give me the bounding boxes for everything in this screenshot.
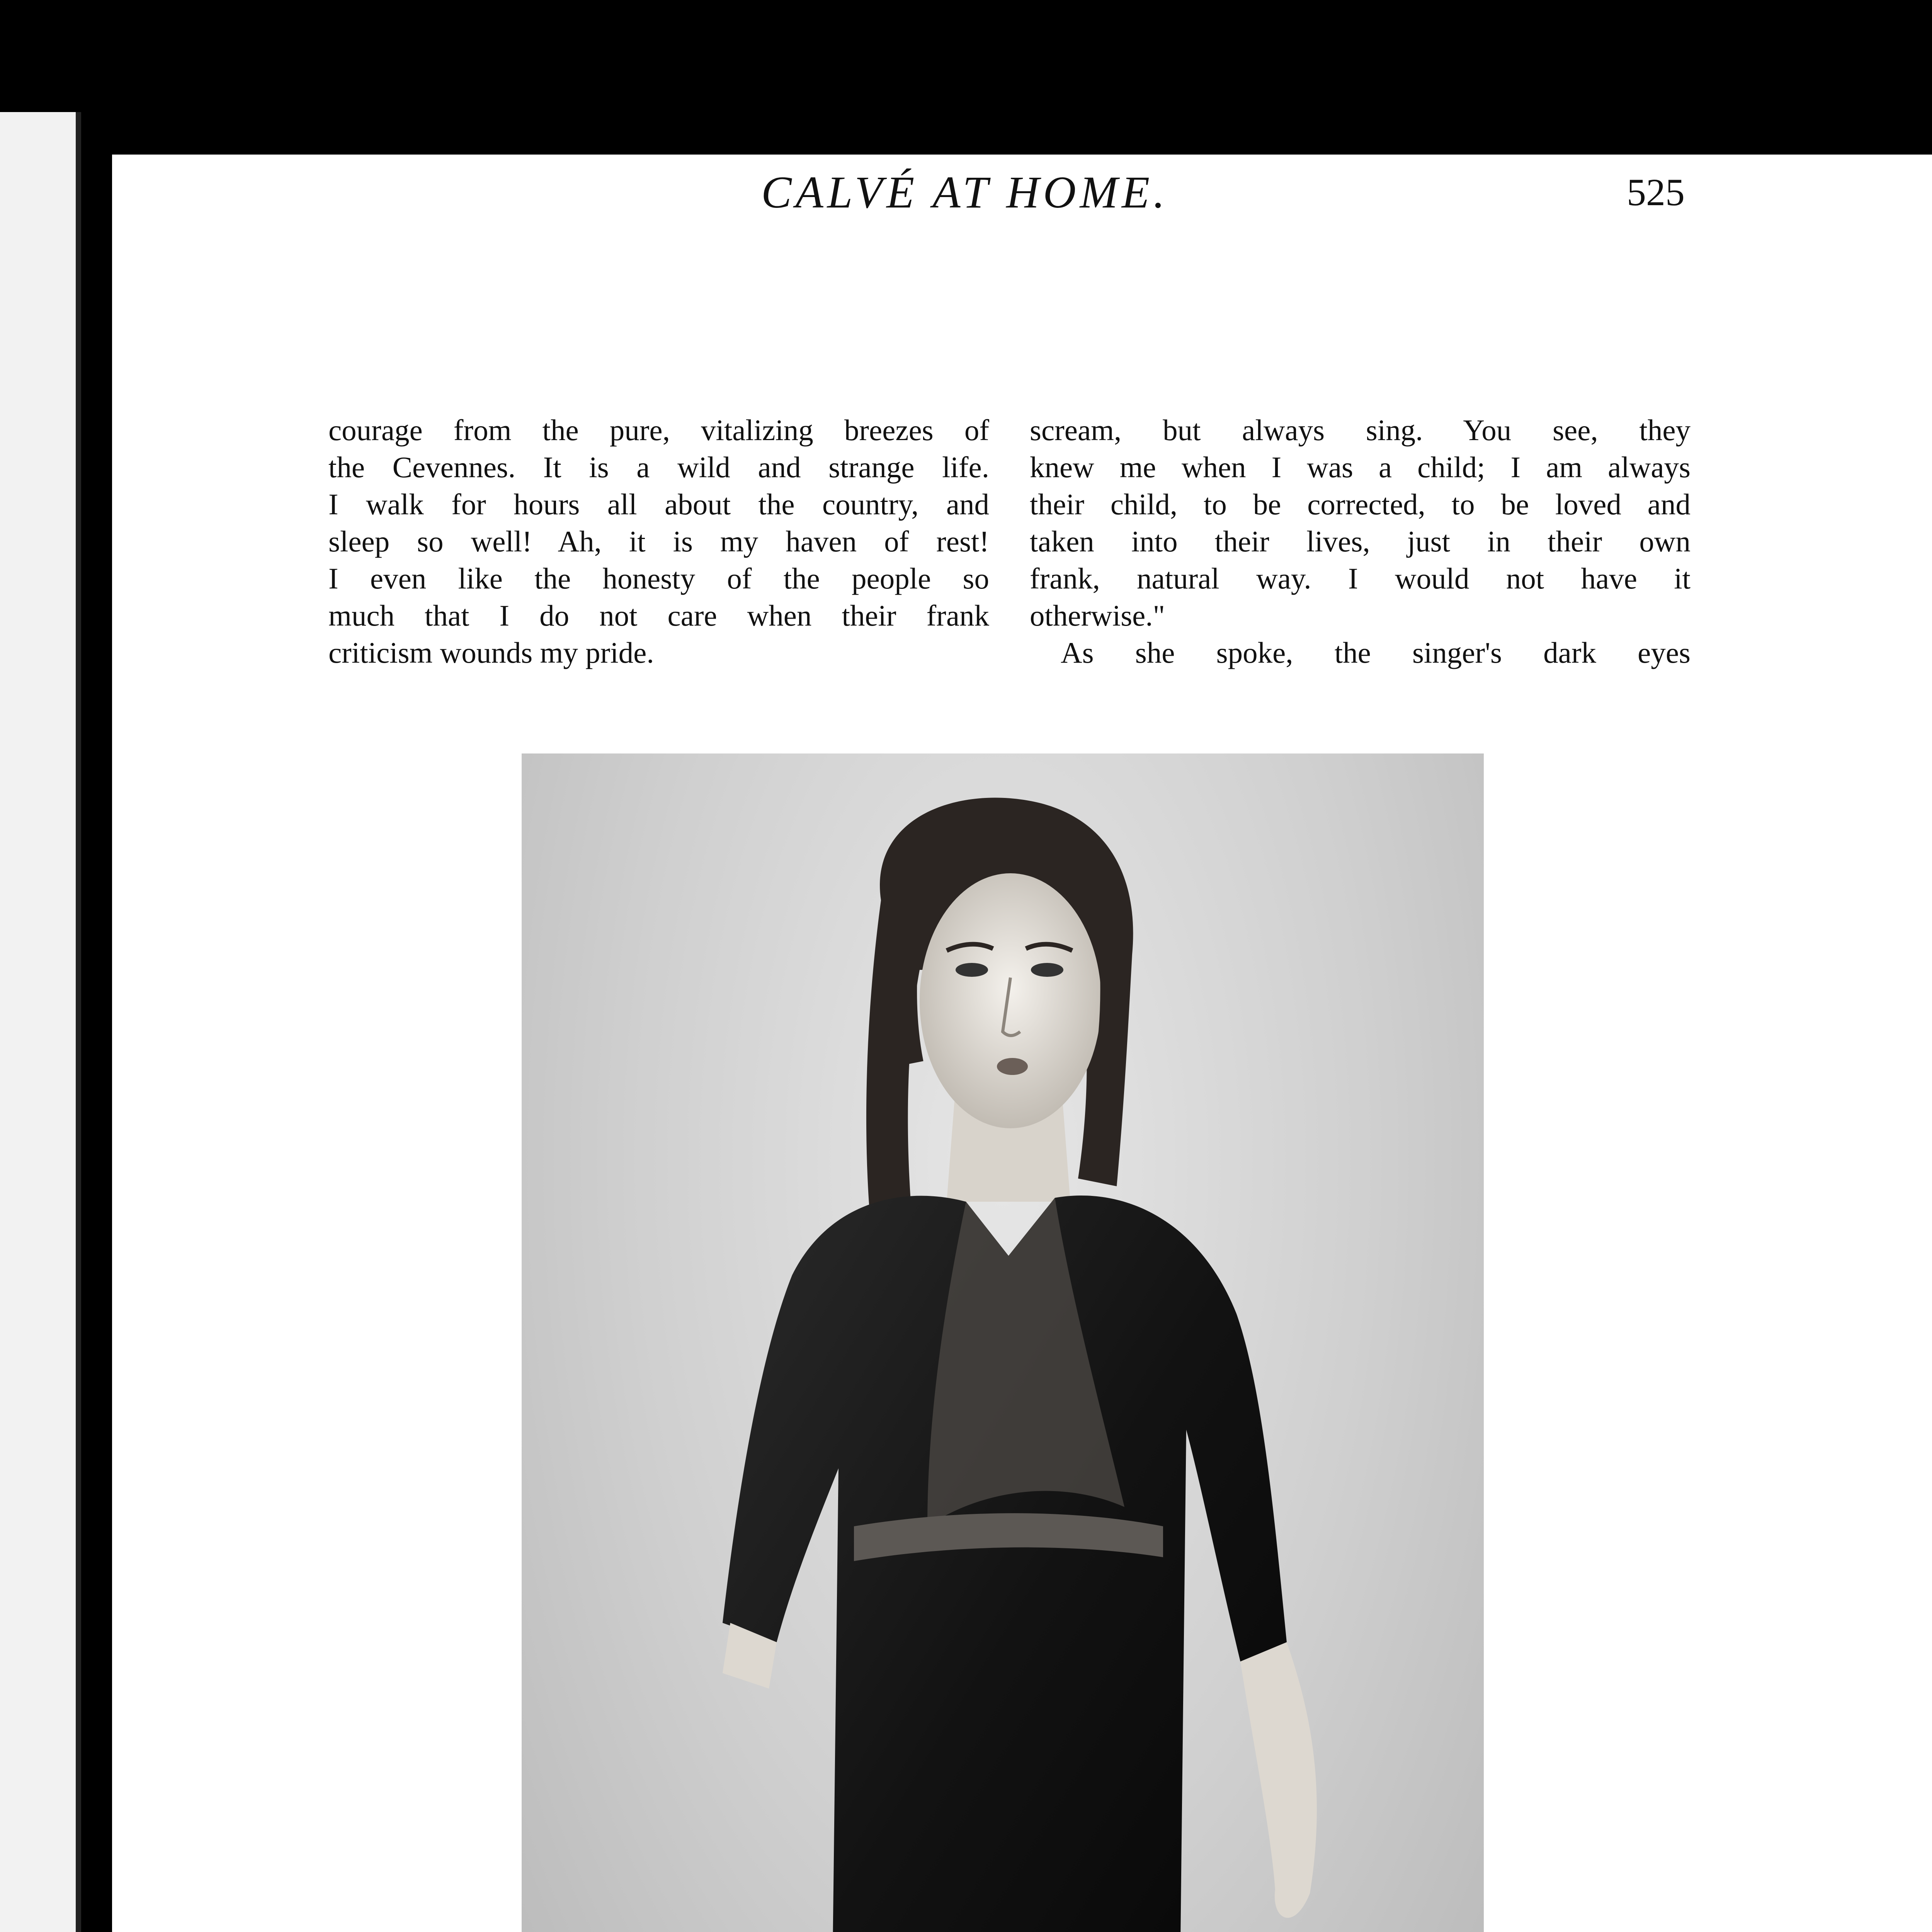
text-line: sleep so well! Ah, it is my haven of rest! (328, 525, 989, 558)
text-line: I even like the honesty of the people so (328, 562, 989, 595)
text-line: As she spoke, the singer's dark eyes (1061, 636, 1690, 669)
text-column-top-left (328, 412, 989, 671)
text-line: their child, to be corrected, to be loved and (1030, 488, 1690, 521)
portrait-photograph (522, 753, 1484, 1932)
text-line: much that I do not care when their frank (328, 599, 989, 632)
text-line: frank, natural way. I would not have it (1030, 562, 1690, 595)
text-line: courage from the pure, vitalizing breezes of (328, 413, 989, 447)
text-line: the Cevennes. It is a wild and strange life. (328, 451, 989, 484)
text-line: knew me when I was a child; I am always (1030, 451, 1690, 484)
previous-page-edge (0, 112, 81, 1932)
portrait-illustration (522, 753, 1484, 1932)
page-number: 525 (1627, 171, 1685, 214)
text-line: I walk for hours all about the country, and (328, 488, 989, 521)
text-line: otherwise." (1030, 599, 1165, 632)
text-line: criticism wounds my pride. (328, 636, 654, 669)
running-head: CALVÉ AT HOME. (761, 167, 1169, 218)
text-line: taken into their lives, just in their own (1030, 525, 1690, 558)
text-line: scream, but always sing. You see, they (1030, 413, 1690, 447)
text-column-top-right (1030, 412, 1690, 671)
